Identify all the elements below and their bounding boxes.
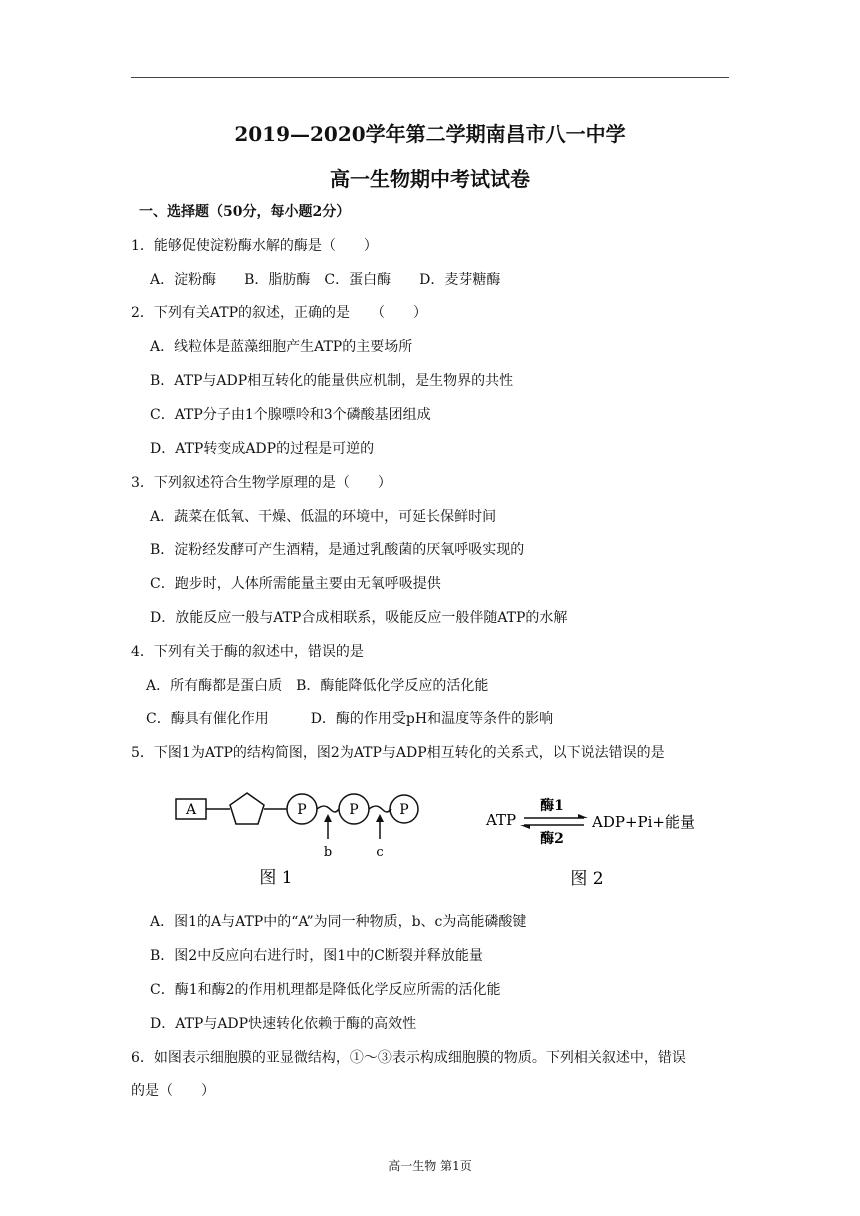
- question-4-options-cd: C．酶具有催化作用 D．酶的作用受pH和温度等条件的影响: [146, 711, 554, 727]
- question-3-option-d: D．放能反应一般与ATP合成相联系，吸能反应一般伴随ATP的水解: [150, 610, 568, 626]
- question-2-option-d: D．ATP转变成ADP的过程是可逆的: [150, 441, 375, 457]
- question-2-option-a: A．线粒体是蓝藻细胞产生ATP的主要场所: [150, 339, 413, 355]
- figure-2-enzyme-2: 酶2: [540, 831, 564, 847]
- question-3-option-c: C．跑步时，人体所需能量主要由无氧呼吸提供: [150, 576, 441, 592]
- header-rule: [131, 77, 729, 78]
- question-4-stem: 4．下列有关于酶的叙述中，错误的是: [131, 644, 364, 660]
- question-5-option-c: C．酶1和酶2的作用机理都是降低化学反应所需的活化能: [150, 982, 501, 998]
- question-4-options-ab: A．所有酶都是蛋白质 B．酶能降低化学反应的活化能: [146, 678, 489, 694]
- figure-1: [170, 785, 430, 899]
- question-1-options: A．淀粉酶 B．脂肪酶 C．蛋白酶 D．麦芽糖酶: [150, 272, 501, 288]
- question-1-stem: 1．能够促使淀粉酶水解的酶是（ ）: [131, 238, 378, 254]
- question-5-stem: 5．下图1为ATP的结构简图，图2为ATP与ADP相互转化的关系式，以下说法错误的是: [131, 745, 665, 761]
- question-6-stem-continued: 的是（ ）: [131, 1083, 215, 1099]
- question-3-option-a: A．蔬菜在低氧、干燥、低温的环境中，可延长保鲜时间: [150, 509, 497, 525]
- figure-1-phosphate-2: P: [349, 802, 359, 818]
- question-3-stem: 3．下列叙述符合生物学原理的是（ ）: [131, 475, 392, 491]
- question-3-option-b: B．淀粉经发酵可产生酒精，是通过乳酸菌的厌氧呼吸实现的: [150, 542, 525, 558]
- question-2-option-c: C．ATP分子由1个腺嘌呤和3个磷酸基团组成: [150, 407, 431, 423]
- question-2-option-b: B．ATP与ADP相互转化的能量供应机制，是生物界的共性: [150, 373, 514, 389]
- figure-1-box-label: A: [185, 802, 197, 818]
- figure-2-caption: 图 2: [570, 869, 604, 889]
- figure-1-caption: 图 1: [259, 868, 293, 888]
- figure-1-arrow-label-c: c: [376, 845, 384, 860]
- exam-title-line1: 2019—2020学年第二学期南昌市八一中学: [234, 122, 626, 146]
- question-6-stem: 6．如图表示细胞膜的亚显微结构，①～③表示构成细胞膜的物质。下列相关叙述中，错误: [131, 1050, 686, 1066]
- section-heading: 一、选择题（50分，每小题2分）: [139, 204, 351, 220]
- figure-2-atp: ATP: [486, 811, 517, 829]
- question-5-option-b: B．图2中反应向右进行时，图1中的C断裂并释放能量: [150, 948, 483, 964]
- question-5-option-d: D．ATP与ADP快速转化依赖于酶的高效性: [150, 1016, 417, 1032]
- exam-title-line2: 高一生物期中考试试卷: [330, 167, 530, 191]
- figure-1-phosphate-3: P: [399, 802, 409, 818]
- figure-1-phosphate-1: P: [297, 802, 307, 818]
- figure-1-arrow-label-b: b: [323, 845, 333, 860]
- question-2-stem: 2．下列有关ATP的叙述，正确的是 （ ）: [131, 305, 428, 321]
- page-footer: 高一生物 第1页: [388, 1159, 472, 1173]
- figure-2-products: ADP+Pi+能量: [592, 813, 695, 831]
- figure-2-enzyme-1: 酶1: [540, 798, 564, 814]
- figure-2: [480, 790, 710, 899]
- question-5-option-a: A．图1的A与ATP中的“A”为同一种物质，b、c为高能磷酸键: [150, 914, 527, 930]
